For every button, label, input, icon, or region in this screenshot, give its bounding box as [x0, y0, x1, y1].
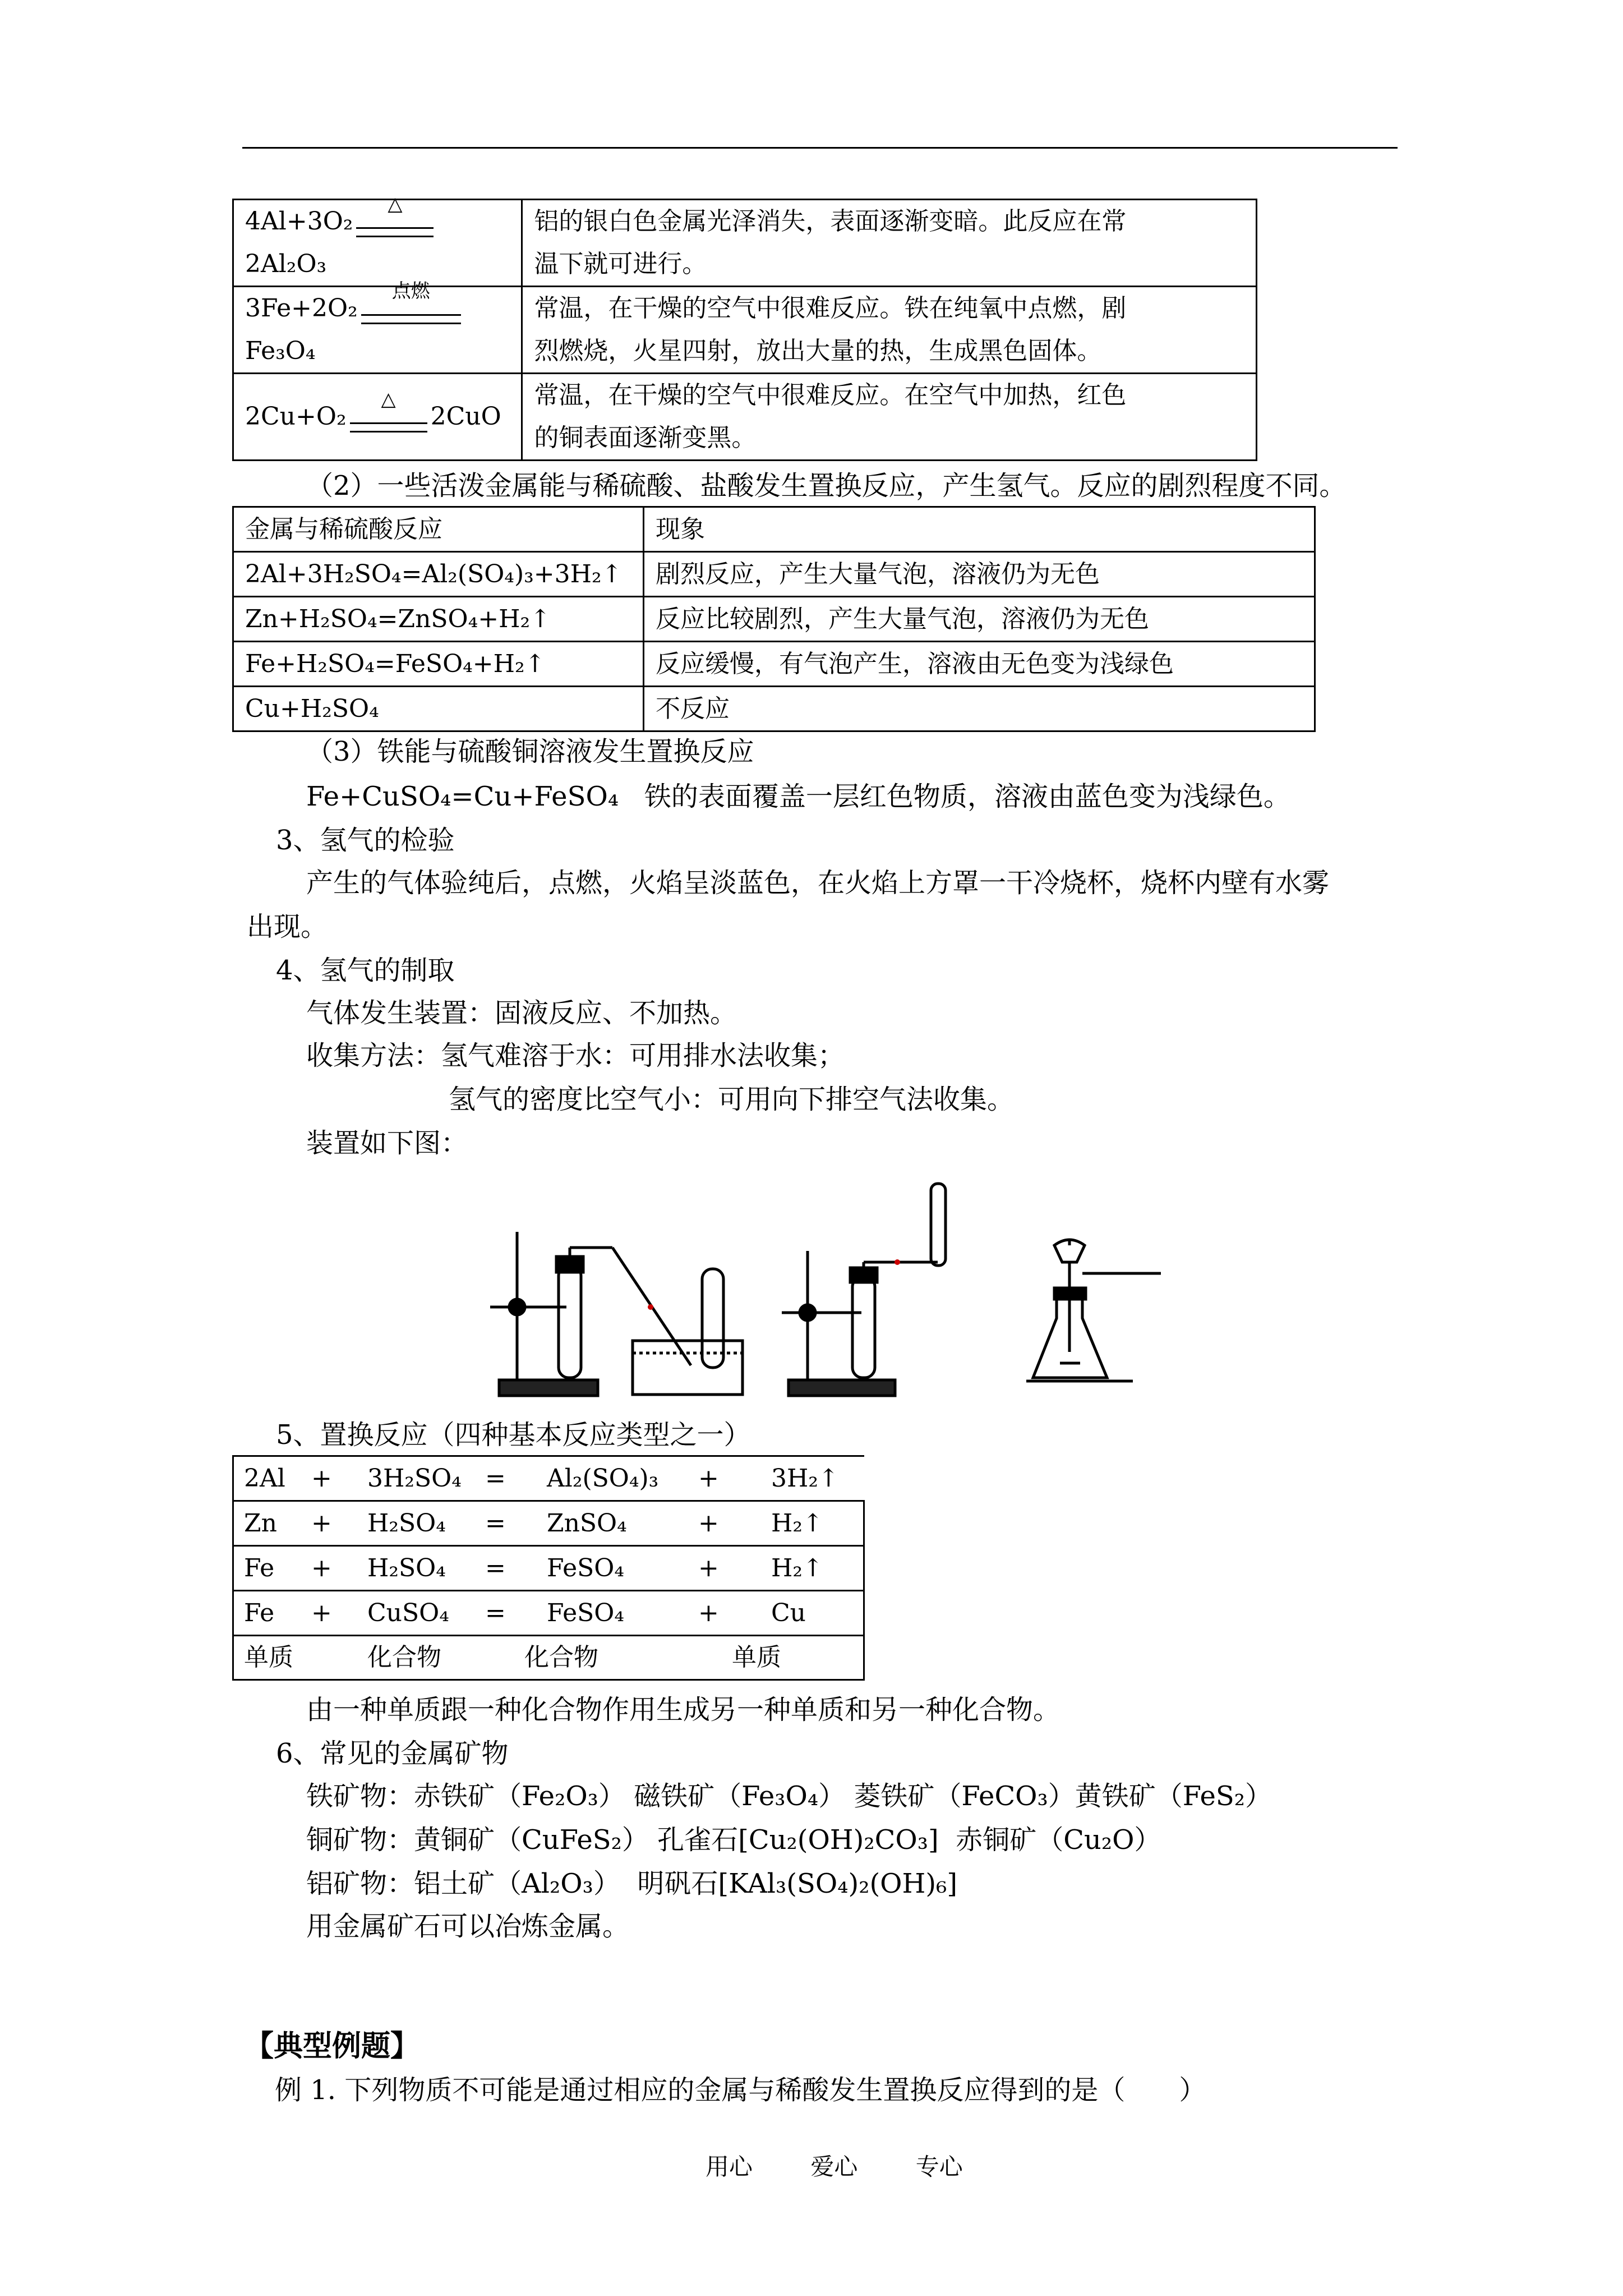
product-1: FeSO₄ — [547, 1553, 625, 1582]
equals-sign: = — [485, 1553, 506, 1582]
section-4-line: 氢气的密度比空气小：可用向下排空气法收集。 — [449, 1084, 1015, 1115]
section-6-title: 6、常见的金属矿物 — [276, 1738, 509, 1769]
column-header: 现象 — [643, 507, 1315, 552]
table-row — [233, 1456, 864, 1501]
product-1: Al₂(SO₄)₃ — [547, 1464, 659, 1493]
displacement-table — [232, 1455, 865, 1681]
table-row — [233, 1591, 864, 1636]
section-3-title: 3、氢气的检验 — [276, 825, 455, 856]
desc-line: 的铜表面逐渐变黑。 — [534, 424, 757, 452]
equals-sign: = — [485, 1508, 506, 1538]
table-row — [233, 687, 1315, 731]
section-5-definition: 由一种单质跟一种化合物作用生成另一种单质和另一种化合物。 — [306, 1694, 1061, 1726]
plus-sign: + — [698, 1553, 719, 1582]
table-row — [233, 1501, 864, 1546]
footer-word: 用心 — [706, 2153, 753, 2180]
type-row-cell — [233, 1636, 864, 1680]
type-label: 化合物 — [367, 1643, 441, 1672]
eq-right: 2Al₂O₃ — [245, 250, 327, 278]
section-5-title: 5、置换反应（四种基本反应类型之一） — [276, 1419, 751, 1451]
reaction-cell: Fe+H₂SO₄=FeSO₄+H₂↑ — [233, 642, 644, 687]
desc-line: 常温，在干燥的空气中很难反应。在空气中加热，红色 — [534, 381, 1127, 409]
reaction-cell: Cu+H₂SO₄ — [233, 687, 644, 731]
reactant-2: H₂SO₄ — [367, 1508, 446, 1538]
plus-sign: + — [311, 1508, 332, 1538]
section-4-title: 4、氢气的制取 — [276, 955, 455, 986]
equation-cell — [233, 280, 522, 374]
section-3-text: 产生的气体验纯后，点燃，火焰呈淡蓝色，在火焰上方罩一干冷烧杯，烧杯内壁有水雾 — [306, 867, 1330, 899]
acid-reaction-table — [232, 506, 1316, 732]
phenomenon-cell: 剧烈反应，产生大量气泡，溶液仍为无色 — [643, 552, 1315, 597]
description-cell — [522, 374, 1257, 461]
plus-sign: + — [698, 1508, 719, 1538]
desc-line: 温下就可进行。 — [534, 250, 707, 278]
phenomenon-cell: 不反应 — [643, 687, 1315, 731]
header-rule — [242, 147, 1398, 149]
table-header-row — [233, 507, 1315, 552]
reactant-1: 2Al — [244, 1464, 285, 1493]
eq-left: 2Cu+O₂ — [245, 402, 347, 431]
section-4-line: 装置如下图： — [306, 1128, 468, 1159]
hydrogen-apparatus-figure — [482, 1178, 1172, 1414]
product-2: H₂↑ — [771, 1553, 823, 1582]
heat-symbol: △ — [381, 388, 396, 411]
footer — [706, 2148, 963, 2182]
reactant-2: 3H₂SO₄ — [367, 1464, 462, 1493]
plus-sign: + — [698, 1464, 719, 1493]
reactant-2: H₂SO₄ — [367, 1553, 446, 1582]
condition-arrow — [358, 280, 464, 330]
aluminum-minerals: 铝矿物：铝土矿（Al₂O₃） 明矾石[KAl₃(SO₄)₂(OH)₆] — [306, 1868, 958, 1899]
reaction-cell: 2Al+3H₂SO₄=Al₂(SO₄)₃+3H₂↑ — [233, 552, 644, 597]
eq-right: 2CuO — [430, 402, 501, 431]
reactant-1: Fe — [244, 1553, 275, 1582]
product-1: FeSO₄ — [547, 1598, 625, 1627]
condition-arrow — [347, 388, 431, 438]
footer-word: 专心 — [915, 2153, 963, 2180]
section-3-text-cont: 出现。 — [247, 911, 328, 942]
column-header: 金属与稀硫酸反应 — [233, 507, 644, 552]
equation-cell — [233, 374, 522, 461]
table-row — [233, 200, 1257, 287]
iron-minerals: 铁矿物：赤铁矿（Fe₂O₃） 磁铁矿（Fe₃O₄） 菱铁矿（FeCO₃）黄铁矿（FeS₂） — [306, 1780, 1272, 1812]
footer-word: 爱心 — [810, 2153, 858, 2180]
type-label: 化合物 — [524, 1643, 598, 1672]
reaction-cell: Zn+H₂SO₄=ZnSO₄+H₂↑ — [233, 597, 644, 642]
condition-arrow — [353, 193, 437, 243]
reactant-1: Zn — [244, 1508, 277, 1538]
description-cell — [522, 287, 1257, 374]
reactant-1: Fe — [244, 1598, 275, 1627]
phenomenon-cell: 反应缓慢，有气泡产生，溶液由无色变为浅绿色 — [643, 642, 1315, 687]
table-row — [233, 642, 1315, 687]
equals-sign: = — [485, 1598, 506, 1627]
reaction-row-cell — [233, 1546, 864, 1591]
section-4-line: 收集方法：氢气难溶于水：可用排水法收集； — [306, 1040, 845, 1071]
plus-sign: + — [311, 1553, 332, 1582]
table-row — [233, 374, 1257, 461]
eq-right: Fe₃O₄ — [245, 337, 316, 365]
product-2: Cu — [771, 1598, 806, 1627]
plus-sign: + — [698, 1598, 719, 1627]
table-row — [233, 1636, 864, 1680]
product-2: 3H₂↑ — [771, 1464, 839, 1493]
table-row — [233, 1546, 864, 1591]
product-1: ZnSO₄ — [547, 1508, 627, 1538]
reactant-2: CuSO₄ — [367, 1598, 449, 1627]
reaction-row-cell — [233, 1456, 864, 1501]
section-4-line: 气体发生装置：固液反应、不加热。 — [306, 997, 737, 1029]
desc-line: 常温，在干燥的空气中很难反应。铁在纯氧中点燃，剧 — [534, 294, 1127, 323]
desc-line: 铝的银白色金属光泽消失，表面逐渐变暗。此反应在常 — [534, 207, 1127, 236]
table-row — [233, 287, 1257, 374]
reaction-row-cell — [233, 1591, 864, 1636]
oxidation-table — [232, 193, 1257, 461]
example-1: 例 1. 下列物质不可能是通过相应的金属与稀酸发生置换反应得到的是（ ） — [275, 2074, 1206, 2106]
desc-line: 烈燃烧，火星四射，放出大量的热，生成黑色固体。 — [534, 337, 1102, 365]
eq-left: 3Fe+2O₂ — [245, 294, 358, 323]
para-3: （3）铁能与硫酸铜溶液发生置换反应 — [306, 736, 754, 767]
product-2: H₂↑ — [771, 1508, 823, 1538]
para-2: （2）一些活泼金属能与稀硫酸、盐酸发生置换反应，产生氢气。反应的剧烈程度不同。 — [306, 470, 1347, 501]
ignite-label: 点燃 — [391, 280, 430, 302]
para-3-equation: Fe+CuSO₄=Cu+FeSO₄ 铁的表面覆盖一层红色物质，溶液由蓝色变为浅绿色。 — [306, 781, 1290, 812]
phenomenon-cell: 反应比较剧烈，产生大量气泡，溶液仍为无色 — [643, 597, 1315, 642]
plus-sign: + — [311, 1598, 332, 1627]
equals-sign: = — [485, 1464, 506, 1493]
section-6-note: 用金属矿石可以冶炼金属。 — [306, 1911, 630, 1942]
typical-examples-heading: 【典型例题】 — [245, 2030, 420, 2063]
table-row — [233, 552, 1315, 597]
type-label: 单质 — [244, 1643, 293, 1672]
equation-cell — [233, 193, 522, 287]
heat-symbol: △ — [388, 193, 403, 215]
eq-left: 4Al+3O₂ — [245, 207, 353, 236]
copper-minerals: 铜矿物：黄铜矿（CuFeS₂） 孔雀石[Cu₂(OH)₂CO₃] 赤铜矿（Cu₂O） — [306, 1824, 1161, 1856]
plus-sign: + — [311, 1464, 332, 1493]
reaction-row-cell — [233, 1501, 864, 1546]
table-row — [233, 597, 1315, 642]
description-cell — [522, 200, 1257, 287]
type-label: 单质 — [732, 1643, 781, 1672]
